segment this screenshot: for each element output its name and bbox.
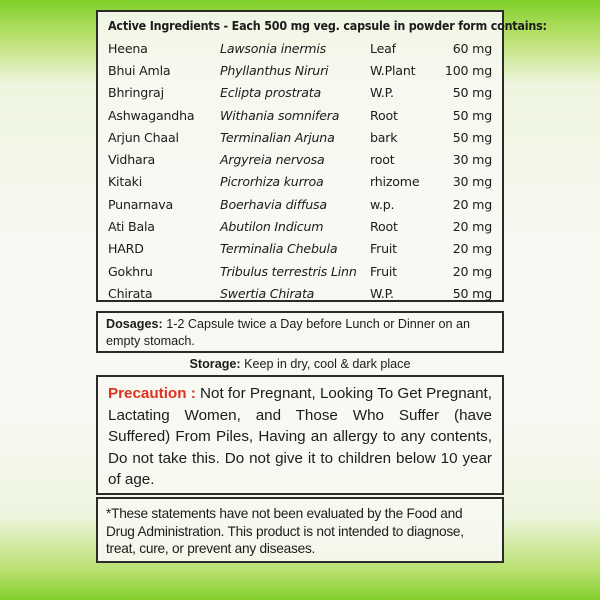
plant-part: W.P. xyxy=(370,85,394,101)
plant-part: Leaf xyxy=(370,40,396,56)
plant-part: w.p. xyxy=(370,196,395,212)
ingredients-table-body xyxy=(108,37,492,305)
plant-part: Fruit xyxy=(370,241,397,257)
plant-part: root xyxy=(370,152,395,168)
plant-part: W.P. xyxy=(370,285,394,301)
ingredient-name: Kitaki xyxy=(108,174,143,190)
dosage-panel xyxy=(96,311,504,353)
plant-part: Root xyxy=(370,107,398,123)
ingredient-name: Vidhara xyxy=(108,152,156,168)
storage-text: Keep in dry, cool & dark place xyxy=(240,357,411,371)
ingredients-panel xyxy=(96,10,547,302)
precaution-label: Precaution : xyxy=(108,385,196,402)
ingredient-name: Arjun Chaal xyxy=(108,129,179,145)
botanical-name: Picrorhiza kurroa xyxy=(220,174,324,190)
table-row xyxy=(108,104,492,126)
table-row xyxy=(108,215,492,237)
dose-amount: 30 mg xyxy=(452,152,492,168)
dose-amount: 20 mg xyxy=(452,241,492,257)
ingredient-name: Bhringraj xyxy=(108,85,164,101)
botanical-name: Lawsonia inermis xyxy=(220,40,327,56)
table-row xyxy=(108,282,492,304)
ingredient-name: Chirata xyxy=(108,285,153,301)
dose-amount: 50 mg xyxy=(452,129,492,145)
plant-part: bark xyxy=(370,129,398,145)
botanical-name: Tribulus terrestris Linn xyxy=(220,263,357,279)
ingredient-name: Bhui Amla xyxy=(108,62,171,78)
ingredient-name: Gokhru xyxy=(108,263,153,279)
table-row xyxy=(108,193,492,215)
botanical-name: Terminalian Arjuna xyxy=(220,129,335,145)
table-row xyxy=(108,59,492,81)
botanical-name: Swertia Chirata xyxy=(220,285,315,301)
botanical-name: Argyreia nervosa xyxy=(220,152,325,168)
botanical-name: Boerhavia diffusa xyxy=(220,196,327,212)
dose-amount: 20 mg xyxy=(452,263,492,279)
dosage-text: 1-2 Capsule twice a Day before Lunch or Dinner on an empty stomach. xyxy=(106,317,471,348)
table-row xyxy=(108,171,492,193)
dose-amount: 60 mg xyxy=(452,40,492,56)
ingredient-name: HARD xyxy=(108,241,144,257)
botanical-name: Eclipta prostrata xyxy=(220,85,322,101)
disclaimer-panel xyxy=(96,497,504,563)
table-row xyxy=(108,260,492,282)
dosage-label: Dosages: xyxy=(106,317,163,331)
ingredients-header: Active Ingredients - Each 500 mg veg. capsule in powder form contains: xyxy=(108,18,547,33)
ingredient-name: Ashwagandha xyxy=(108,107,195,123)
plant-part: rhizome xyxy=(370,174,420,190)
dose-amount: 50 mg xyxy=(452,85,492,101)
precaution-text: Not for Pregnant, Looking To Get Pregnant, Lactating Women, and Those Who Suffer (have Suffered) From Piles, Having an allergy to any contents, Do not take this. Do not give it to children below 10 year of age. xyxy=(108,385,492,488)
storage-label: Storage: xyxy=(189,357,241,371)
ingredients-table xyxy=(108,37,492,305)
plant-part: W.Plant xyxy=(370,62,416,78)
dose-amount: 30 mg xyxy=(452,174,492,190)
plant-part: Fruit xyxy=(370,263,397,279)
ingredient-name: Punarnava xyxy=(108,196,174,212)
dose-amount: 20 mg xyxy=(452,219,492,235)
ingredient-name: Heena xyxy=(108,40,148,56)
dose-amount: 50 mg xyxy=(452,107,492,123)
table-row xyxy=(108,126,492,148)
precaution-panel xyxy=(96,375,504,495)
storage-line xyxy=(96,356,504,372)
table-row xyxy=(108,148,492,170)
disclaimer-text: *These statements have not been evaluated by the Food and Drug Administration. This product is not intended to diagnose, treat, cure, or prevent any diseases. xyxy=(106,506,464,556)
plant-part: Root xyxy=(370,219,398,235)
ingredient-name: Ati Bala xyxy=(108,219,155,235)
botanical-name: Terminalia Chebula xyxy=(220,241,338,257)
botanical-name: Withania somnifera xyxy=(220,107,340,123)
botanical-name: Abutilon Indicum xyxy=(220,219,324,235)
botanical-name: Phyllanthus Niruri xyxy=(220,62,329,78)
dose-amount: 20 mg xyxy=(452,196,492,212)
dose-amount: 100 mg xyxy=(444,62,492,78)
table-row xyxy=(108,238,492,260)
table-row xyxy=(108,37,492,59)
dose-amount: 50 mg xyxy=(452,285,492,301)
table-row xyxy=(108,82,492,104)
